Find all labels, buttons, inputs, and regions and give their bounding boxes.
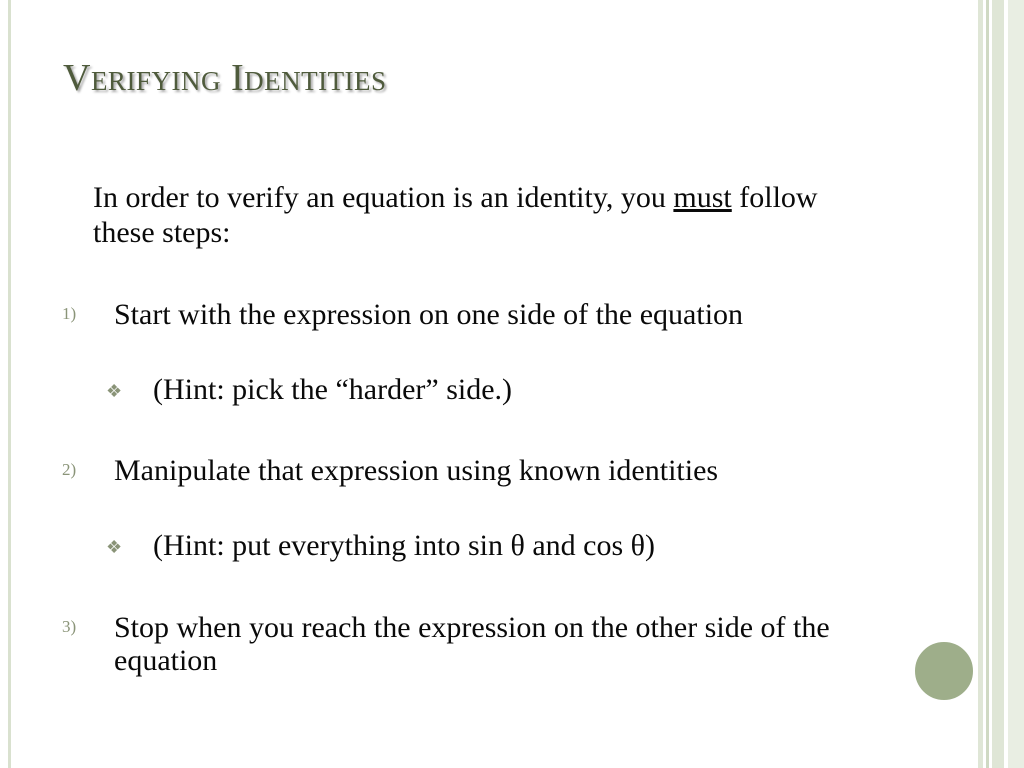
left-border-rule [8,0,11,768]
step-number: 3) [62,617,77,636]
hint-text: (Hint: put everything into sin θ and cos θ) [153,529,656,562]
stripe [992,0,1004,768]
decorative-circle [913,640,975,702]
diamond-bullet-icon: ❖ [106,381,123,401]
intro-text: In order to verify an equation is an identity, you [93,181,674,214]
stripe [978,0,983,768]
intro-paragraph [93,180,883,250]
stripe [986,0,989,768]
diamond-bullet-icon: ❖ [106,537,123,557]
right-decorative-stripes [978,0,1024,768]
step-number: 2) [62,460,77,479]
stripe [1008,0,1024,768]
step-text: Stop when you reach the expression on the other side of the equation [114,611,830,677]
step-text: Manipulate that expression using known identities [114,454,719,487]
step-number: 1) [62,304,77,323]
intro-text-end: follow these steps: [93,181,818,249]
hint-text: (Hint: pick the “harder” side.) [153,373,513,406]
step-text: Start with the expression on one side of the equation [114,298,744,331]
slide-title: Verifying Identities [63,57,387,99]
intro-emphasis: must [673,181,732,214]
